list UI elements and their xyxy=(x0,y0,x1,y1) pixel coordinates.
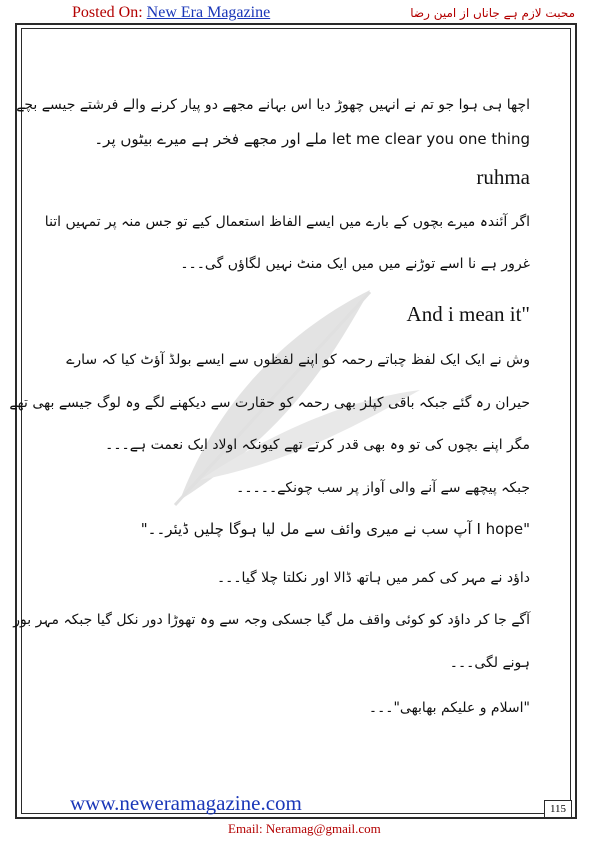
body-line: ہونے لگی۔۔۔ xyxy=(449,655,530,671)
footer-website-link[interactable]: www.neweramagazine.com xyxy=(70,791,302,815)
magazine-link[interactable]: New Era Magazine xyxy=(146,4,271,21)
body-line: مگر اپنے بچوں کی تو وہ بھی قدر کرتے تھے کیونکہ اولاد ایک نعمت ہے۔۔۔ xyxy=(105,437,530,453)
body-line: جبکہ پیچھے سے آنے والی آواز پر سب چونکے۔۔۔۔۔ xyxy=(236,480,530,496)
header-posted-on xyxy=(72,4,270,22)
body-line: داؤد نے مہر کی کمر میں ہاتھ ڈالا اور نکلتا چلا گیا۔۔۔ xyxy=(216,570,530,586)
body-line: ruhma xyxy=(476,165,530,189)
footer-email: Email: Neramag@gmail.com xyxy=(228,821,381,836)
body-line: وش نے ایک ایک لفظ چباتے رحمہ کو اپنے لفظوں سے ایسے بولڈ آؤٹ کیا کہ سارے xyxy=(66,352,530,368)
body-line: اچھا ہی ہوا جو تم نے انہیں چھوڑ دیا اس بہانے مجھے دو پیار کرنے والے فرشتے جیسے بچے xyxy=(16,97,530,113)
body-line: And i mean it" xyxy=(406,302,530,326)
page-number: 115 xyxy=(544,800,572,818)
book-title: محبت لازم ہے جاناں از امین رضا xyxy=(410,6,575,20)
posted-label: Posted On: xyxy=(72,4,143,21)
body-line: اگر آئندہ میرے بچوں کے بارے میں ایسے الفاظ استعمال کیے تو جس منہ پر تمہیں اتنا xyxy=(44,214,530,230)
body-line: آگے جا کر داؤد کو کوئی واقف مل گیا جسکی وجہ سے وہ تھوڑا دور نکل گیا جبکہ مہر بور xyxy=(13,612,530,628)
body-line: "اسلام و علیکم بھابھی"۔۔۔ xyxy=(368,700,530,716)
body-line: غرور ہے نا اسے توڑنے میں میں ایک منٹ نہیں لگاؤں گی۔۔۔ xyxy=(180,256,530,272)
body-line: let me clear you one thing ملے اور مجھے فخر ہے میرے بیٹوں پر۔ xyxy=(94,130,530,148)
body-line: "I hope آپ سب نے میری وائف سے مل لیا ہوگا چلیں ڈیئر۔۔" xyxy=(140,520,530,538)
body-line: حیران رہ گئے جبکہ باقی کپلز بھی رحمہ کو حقارت سے دیکھنے لگے وہ لوگ جیسے بھی تھے xyxy=(9,395,530,411)
